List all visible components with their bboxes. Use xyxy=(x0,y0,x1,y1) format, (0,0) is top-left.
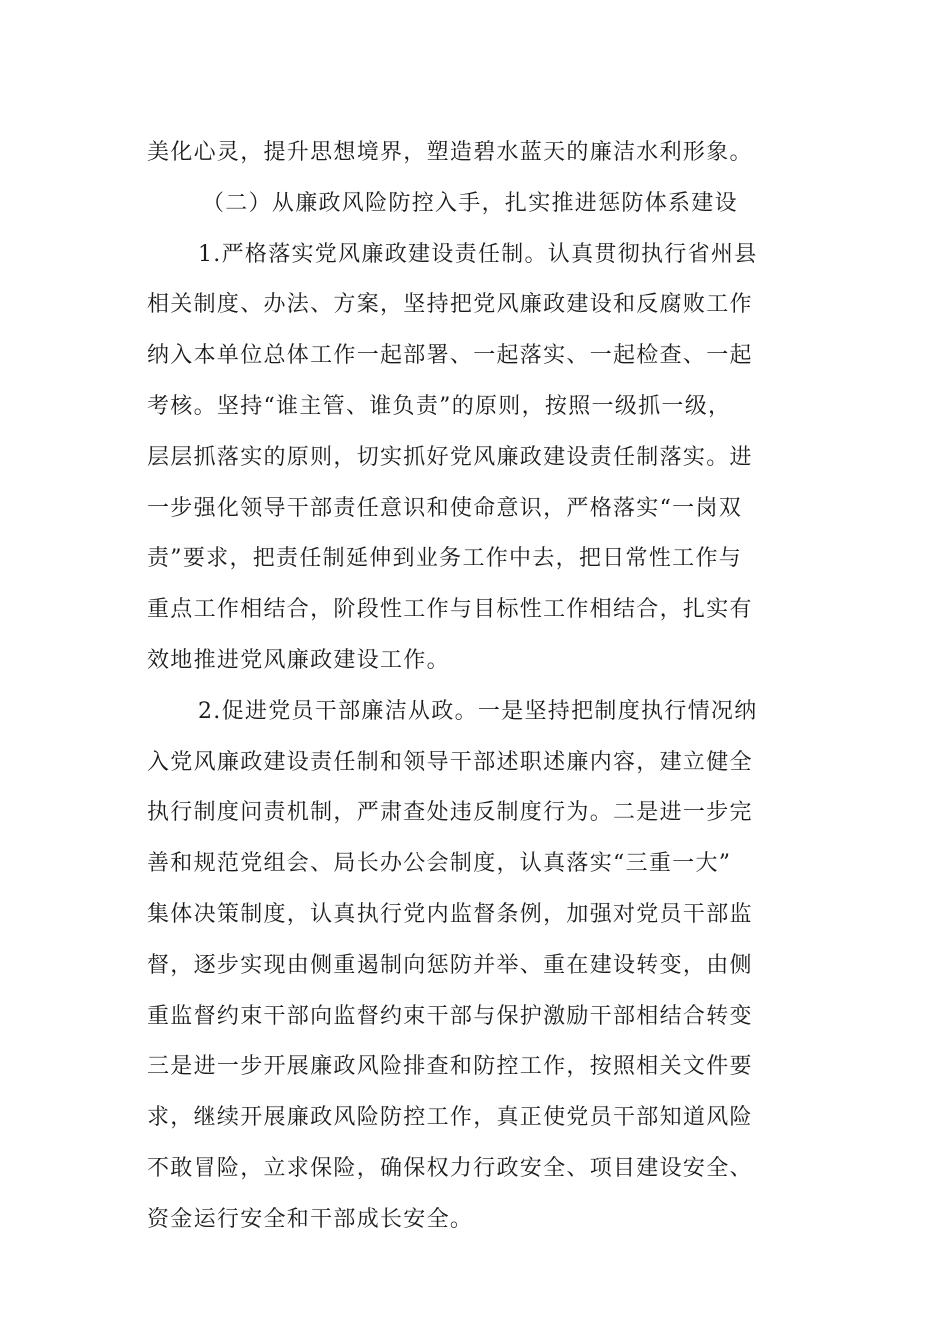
paragraph-2-first-line: 2.促进党员干部廉洁从政。一是坚持把制度执行情况纳 xyxy=(198,698,758,724)
body-line: 集体决策制度，认真执行党内监督条例，加强对党员干部监 xyxy=(147,901,753,927)
body-line: 一步强化领导干部责任意识和使命意识，严格落实“一岗双 xyxy=(147,495,743,521)
body-line: 重点工作相结合，阶段性工作与目标性工作相结合，扎实有 xyxy=(147,597,753,623)
body-line: 效地推进党风廉政建设工作。 xyxy=(147,647,450,673)
body-line: 不敢冒险，立求保险，确保权力行政安全、项目建设安全、 xyxy=(147,1155,753,1181)
body-line: 求，继续开展廉政风险防控工作，真正使党员干部知道风险 xyxy=(147,1105,753,1131)
body-line: 督，逐步实现由侧重遏制向惩防并举、重在建设转变，由侧 xyxy=(147,952,753,978)
body-line: 美化心灵，提升思想境界，塑造碧水蓝天的廉洁水利形象。 xyxy=(147,140,753,165)
body-line: 相关制度、办法、方案，坚持把党风廉政建设和反腐败工作 xyxy=(147,292,753,318)
document-body xyxy=(147,128,807,1246)
body-line: 资金运行安全和干部成长安全。 xyxy=(147,1206,474,1232)
body-line: 执行制度问责机制，严肃查处违反制度行为。二是进一步完 xyxy=(147,800,753,826)
body-line: 考核。坚持“谁主管、谁负责”的原则，按照一级抓一级， xyxy=(147,393,732,419)
body-line: 三是进一步开展廉政风险排查和防控工作，按照相关文件要 xyxy=(147,1054,753,1080)
body-line: 重监督约束干部向监督约束干部与保护激励干部相结合转变 xyxy=(147,1003,753,1029)
body-line: 层层抓落实的原则，切实抓好党风廉政建设责任制落实。进 xyxy=(147,444,753,470)
body-line: 入党风廉政建设责任制和领导干部述职述廉内容，建立健全 xyxy=(147,749,753,775)
body-line: 责”要求，把责任制延伸到业务工作中去，把日常性工作与 xyxy=(147,546,743,572)
body-line: 纳入本单位总体工作一起部署、一起落实、一起检查、一起 xyxy=(147,343,753,369)
paragraph-1-first-line: 1.严格落实党风廉政建设责任制。认真贯彻执行省州县 xyxy=(198,241,758,267)
body-line: 善和规范党组会、局长办公会制度，认真落实“三重一大” xyxy=(147,851,732,877)
section-heading: （二）从廉政风险防控入手，扎实推进惩防体系建设 xyxy=(202,190,738,216)
